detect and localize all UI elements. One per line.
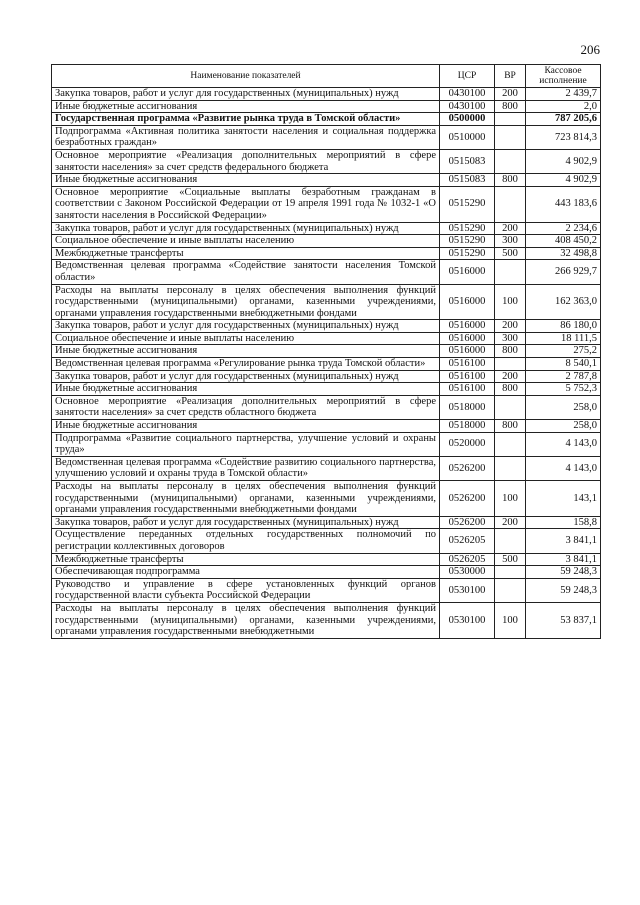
row-amount: 266 929,7 [526, 260, 601, 284]
row-csr: 0530000 [440, 566, 495, 579]
row-amount: 787 205,6 [526, 113, 601, 126]
row-name: Закупка товаров, работ и услуг для государственных (муниципальных) нужд [52, 222, 440, 235]
row-vr: 200 [495, 88, 526, 101]
header-row [52, 65, 601, 88]
row-amount: 4 902,9 [526, 149, 601, 173]
row-vr: 800 [495, 174, 526, 187]
row-vr [495, 358, 526, 371]
row-vr: 200 [495, 516, 526, 529]
row-name: Иные бюджетные ассигнования [52, 383, 440, 396]
row-amount: 162 363,0 [526, 284, 601, 320]
row-name: Основное мероприятие «Реализация дополнительных мероприятий в сфере занятости населения» за счет средств федерального бюджета [52, 149, 440, 173]
row-amount: 32 498,8 [526, 247, 601, 260]
row-vr: 800 [495, 100, 526, 113]
table-row [52, 113, 601, 126]
row-vr: 800 [495, 383, 526, 396]
row-vr [495, 260, 526, 284]
header-vr: ВР [495, 65, 526, 88]
row-csr: 0530100 [440, 578, 495, 602]
row-csr: 0526200 [440, 516, 495, 529]
row-name: Межбюджетные трансферты [52, 553, 440, 566]
row-csr: 0516100 [440, 370, 495, 383]
row-csr: 0515290 [440, 186, 495, 222]
row-name: Руководство и управление в сфере установленных функций органов государственной власти субъекта Российской Федерации [52, 578, 440, 602]
row-name: Закупка товаров, работ и услуг для государственных (муниципальных) нужд [52, 88, 440, 101]
row-csr: 0516100 [440, 383, 495, 396]
row-name: Государственная программа «Развитие рынка труда в Томской области» [52, 113, 440, 126]
row-amount: 3 841,1 [526, 529, 601, 553]
row-csr: 0526205 [440, 553, 495, 566]
row-vr [495, 578, 526, 602]
row-name: Закупка товаров, работ и услуг для государственных (муниципальных) нужд [52, 370, 440, 383]
table-row [52, 383, 601, 396]
table-row [52, 456, 601, 480]
table-row [52, 332, 601, 345]
row-amount: 4 902,9 [526, 174, 601, 187]
row-csr: 0515083 [440, 174, 495, 187]
row-name: Иные бюджетные ассигнования [52, 100, 440, 113]
row-csr: 0510000 [440, 125, 495, 149]
table-row [52, 125, 601, 149]
table-row [52, 529, 601, 553]
row-amount: 258,0 [526, 420, 601, 433]
row-csr: 0518000 [440, 395, 495, 419]
row-amount: 4 143,0 [526, 456, 601, 480]
row-amount: 8 540,1 [526, 358, 601, 371]
row-name: Расходы на выплаты персоналу в целях обеспечения выполнения функций государственными (муниципальными) органами, казенными учреждениями, органами управления государственными внебюджетными фондами [52, 284, 440, 320]
table-row [52, 566, 601, 579]
row-vr [495, 113, 526, 126]
row-vr [495, 456, 526, 480]
table-row [52, 420, 601, 433]
row-vr [495, 566, 526, 579]
header-csr: ЦСР [440, 65, 495, 88]
row-name: Основное мероприятие «Социальные выплаты безработным гражданам в соответствии с Законом Российской Федерации от 19 апреля 1991 года № 1032-1 «О занятости населения в Российской Федерации» [52, 186, 440, 222]
row-csr: 0515290 [440, 222, 495, 235]
row-csr: 0430100 [440, 100, 495, 113]
row-amount: 4 143,0 [526, 432, 601, 456]
table-row [52, 320, 601, 333]
row-amount: 443 183,6 [526, 186, 601, 222]
row-vr: 500 [495, 247, 526, 260]
row-csr: 0516000 [440, 260, 495, 284]
row-name: Социальное обеспечение и иные выплаты населению [52, 235, 440, 248]
table-row [52, 100, 601, 113]
row-csr: 0526200 [440, 456, 495, 480]
row-amount: 275,2 [526, 345, 601, 358]
table-row [52, 432, 601, 456]
row-amount: 2,0 [526, 100, 601, 113]
table-row [52, 235, 601, 248]
table-row [52, 578, 601, 602]
table-row [52, 149, 601, 173]
row-name: Межбюджетные трансферты [52, 247, 440, 260]
row-name: Расходы на выплаты персоналу в целях обеспечения выполнения функций государственными (муниципальными) органами, казенными учреждениями, органами управления государственными внебюджетными [52, 602, 440, 638]
row-csr: 0516000 [440, 320, 495, 333]
row-name: Закупка товаров, работ и услуг для государственных (муниципальных) нужд [52, 320, 440, 333]
row-csr: 0516000 [440, 332, 495, 345]
row-vr: 300 [495, 332, 526, 345]
row-csr: 0515290 [440, 235, 495, 248]
table-row [52, 553, 601, 566]
row-vr [495, 125, 526, 149]
row-amount: 143,1 [526, 481, 601, 517]
row-name: Основное мероприятие «Реализация дополнительных мероприятий в сфере занятости населения» за счет средств областного бюджета [52, 395, 440, 419]
row-csr: 0430100 [440, 88, 495, 101]
row-csr: 0500000 [440, 113, 495, 126]
row-csr: 0518000 [440, 420, 495, 433]
header-name: Наименование показателей [52, 65, 440, 88]
row-amount: 723 814,3 [526, 125, 601, 149]
row-csr: 0526200 [440, 481, 495, 517]
row-amount: 59 248,3 [526, 578, 601, 602]
row-name: Иные бюджетные ассигнования [52, 174, 440, 187]
table-row [52, 602, 601, 638]
header-amount: Кассовое исполнение [526, 65, 601, 88]
row-csr: 0515083 [440, 149, 495, 173]
row-name: Обеспечивающая подпрограмма [52, 566, 440, 579]
row-amount: 3 841,1 [526, 553, 601, 566]
budget-table [51, 64, 601, 639]
table-row [52, 260, 601, 284]
row-name: Осуществление переданных отдельных государственных полномочий по регистрации коллективных договоров [52, 529, 440, 553]
row-amount: 158,8 [526, 516, 601, 529]
table-row [52, 88, 601, 101]
table-row [52, 395, 601, 419]
row-name: Закупка товаров, работ и услуг для государственных (муниципальных) нужд [52, 516, 440, 529]
row-csr: 0530100 [440, 602, 495, 638]
table-row [52, 174, 601, 187]
row-vr: 100 [495, 481, 526, 517]
row-vr: 200 [495, 370, 526, 383]
row-amount: 53 837,1 [526, 602, 601, 638]
row-csr: 0516100 [440, 358, 495, 371]
row-name: Подпрограмма «Развитие социального партнерства, улучшение условий и охраны труда» [52, 432, 440, 456]
row-amount: 2 787,8 [526, 370, 601, 383]
row-amount: 86 180,0 [526, 320, 601, 333]
row-vr: 100 [495, 602, 526, 638]
row-amount: 258,0 [526, 395, 601, 419]
table-row [52, 222, 601, 235]
row-vr [495, 529, 526, 553]
row-vr [495, 186, 526, 222]
row-vr: 200 [495, 222, 526, 235]
row-amount: 59 248,3 [526, 566, 601, 579]
table-body [52, 88, 601, 639]
row-amount: 5 752,3 [526, 383, 601, 396]
page-number: 206 [580, 42, 600, 57]
row-name: Ведомственная целевая программа «Содействие занятости населения Томской области» [52, 260, 440, 284]
row-name: Ведомственная целевая программа «Содействие развитию социального партнерства, улучшению условий и охраны труда в Томской области» [52, 456, 440, 480]
table-row [52, 247, 601, 260]
row-csr: 0516000 [440, 345, 495, 358]
row-vr [495, 395, 526, 419]
row-csr: 0526205 [440, 529, 495, 553]
row-name: Иные бюджетные ассигнования [52, 345, 440, 358]
table-row [52, 345, 601, 358]
table-row [52, 481, 601, 517]
row-vr [495, 149, 526, 173]
table-row [52, 516, 601, 529]
row-vr: 800 [495, 345, 526, 358]
row-vr [495, 432, 526, 456]
row-vr: 200 [495, 320, 526, 333]
row-amount: 408 450,2 [526, 235, 601, 248]
table-row [52, 284, 601, 320]
table-row [52, 370, 601, 383]
row-csr: 0516000 [440, 284, 495, 320]
row-vr: 500 [495, 553, 526, 566]
row-name: Ведомственная целевая программа «Регулирование рынка труда Томской области» [52, 358, 440, 371]
row-name: Иные бюджетные ассигнования [52, 420, 440, 433]
row-csr: 0515290 [440, 247, 495, 260]
row-name: Социальное обеспечение и иные выплаты населению [52, 332, 440, 345]
row-vr: 800 [495, 420, 526, 433]
row-amount: 18 111,5 [526, 332, 601, 345]
row-name: Подпрограмма «Активная политика занятости населения и социальная поддержка безработных граждан» [52, 125, 440, 149]
row-amount: 2 439,7 [526, 88, 601, 101]
row-name: Расходы на выплаты персоналу в целях обеспечения выполнения функций государственными (муниципальными) органами, казенными учреждениями, органами управления государственными внебюджетными фондами [52, 481, 440, 517]
row-vr: 300 [495, 235, 526, 248]
table-row [52, 186, 601, 222]
row-vr: 100 [495, 284, 526, 320]
table-row [52, 358, 601, 371]
row-csr: 0520000 [440, 432, 495, 456]
row-amount: 2 234,6 [526, 222, 601, 235]
